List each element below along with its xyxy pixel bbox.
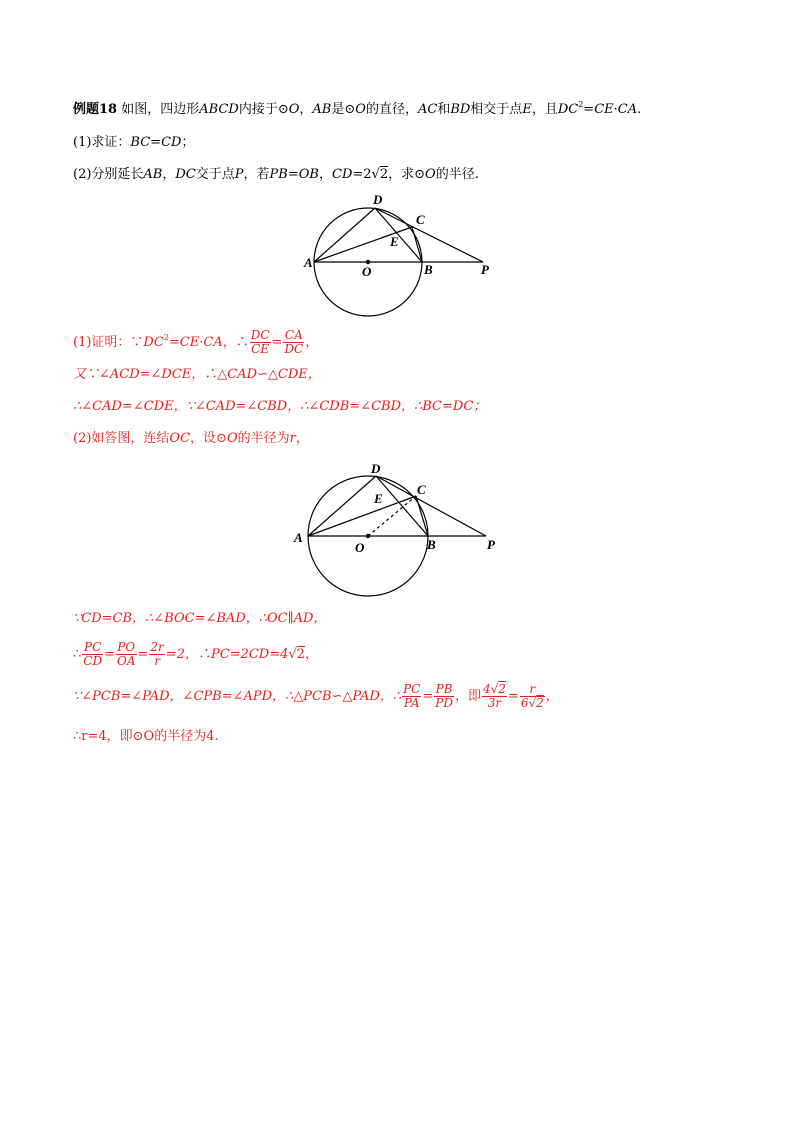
problem-label: 例题18 (73, 102, 118, 117)
fraction: $\frac{4√2}{3r}$ (482, 682, 506, 710)
label-d: D (373, 192, 383, 207)
segment-ad (308, 476, 376, 536)
solution-line-1: (1)证明：$\because DC^2=CE\cdot CA$，∴ $\frac{DC}{CE}$ = $\frac{CA}{DC}$ ， (73, 328, 319, 356)
segment-dp (376, 476, 486, 536)
label-b: B (424, 262, 433, 277)
fraction: $\frac{PC}{PA}$ (403, 682, 421, 710)
fraction: $\frac{PB}{PD}$ (435, 682, 453, 710)
fraction: $\frac{2r}{r}$ (150, 640, 164, 668)
label-e: E (390, 234, 399, 249)
solution-line-5: ∵CD=CB，∴∠BOC=∠BAD，∴OC∥AD， (73, 611, 327, 626)
fraction: $\frac{PC}{CD}$ (83, 640, 103, 668)
label-a: A (294, 530, 303, 545)
fraction: $\frac{r}{6√2}$ (520, 682, 544, 710)
solution-line-7: ∵∠PCB=∠PAD，∠CPB=∠APD，∴△PCB∽△PAD，∴ $\frac{PC}{PA}$ = $\frac{PB}{PD}$ ，即 $\frac{4√2}{3r}$ = $\frac{r}{6√2}$ ， (73, 682, 559, 710)
label-d: D (371, 461, 381, 476)
fraction: $\frac{DC}{CE}$ (250, 328, 270, 356)
problem-text: 如图，四边形ABCD内接于⊙O，AB是⊙O的直径，AC和BD相交于点E，且$DC^2=CE\cdot CA$. (121, 100, 642, 117)
label-o: O (355, 540, 365, 555)
fraction: $\frac{CA}{DC}$ (284, 328, 304, 356)
center-point (366, 534, 370, 538)
question-1: (1)求证：BC=CD； (73, 135, 195, 150)
solution-line-8: ∴r=4，即⊙O的半径为4. (73, 729, 219, 744)
segment-ad (314, 208, 375, 262)
solution-line-6: ∴ $\frac{PC}{CD}$ = $\frac{PO}{OA}$ = $\frac{2r}{r}$ =2，∴PC=2CD=4√2， (73, 640, 318, 668)
solution-line-3: ∴∠CAD=∠CDE，∵∠CAD=∠CBD，∴∠CDB=∠CBD，∴BC=DC； (73, 399, 487, 414)
answer-figure (288, 460, 508, 604)
solution-line-2: 又∵∠ACD=∠DCE，∴△CAD∽△CDE， (73, 367, 321, 382)
fraction: $\frac{PO}{OA}$ (117, 640, 136, 668)
label-c: C (416, 212, 425, 227)
solution-line-4: (2)如答图，连结OC，设⊙O的半径为r， (73, 431, 309, 446)
segment-cb (416, 496, 428, 536)
geometry-figure (295, 190, 515, 324)
label-c: C (417, 482, 426, 497)
label-p: P (481, 262, 489, 277)
label-b: B (427, 537, 436, 552)
segment-ac (308, 496, 416, 536)
problem-statement (73, 101, 641, 119)
label-p: P (487, 537, 495, 552)
question-2: (2)分别延长AB，DC交于点P，若PB=OB，CD=2√2，求⊙O的半径. (73, 167, 479, 182)
label-e: E (374, 491, 383, 506)
label-o: O (362, 264, 372, 279)
label-a: A (304, 255, 313, 270)
